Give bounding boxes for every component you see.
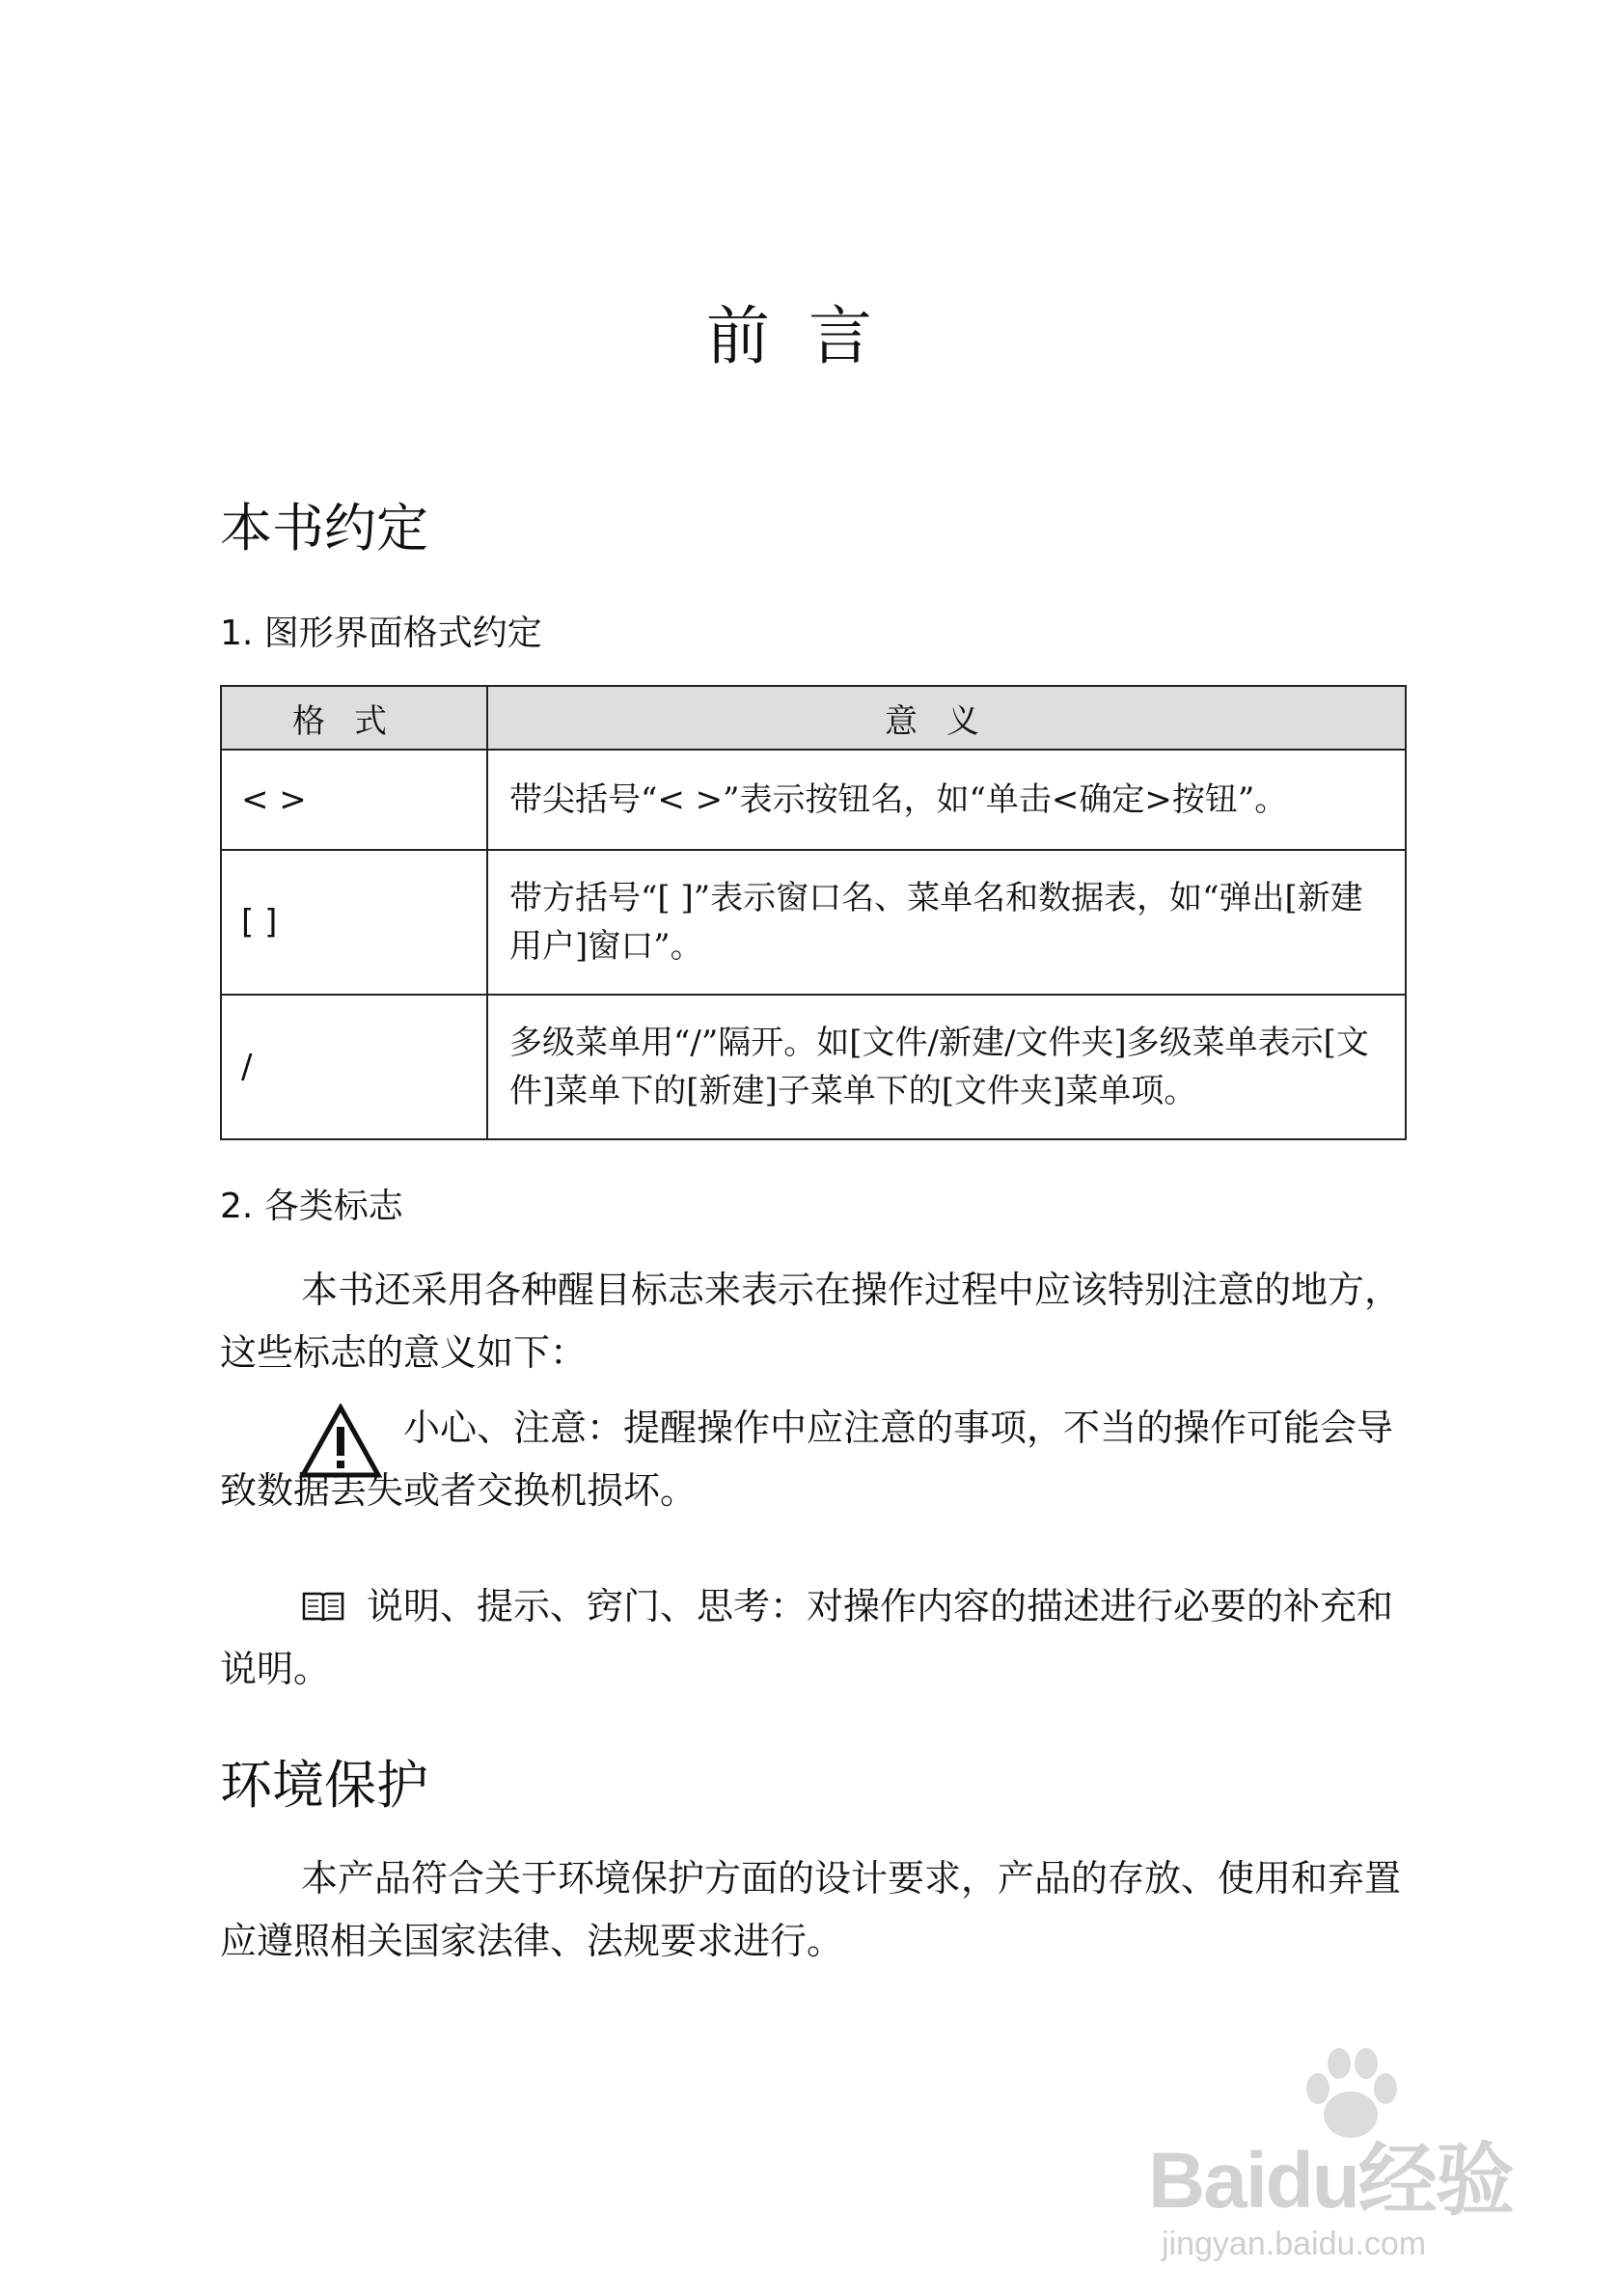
section-heading-environment: 环境保护 [220,1755,428,1816]
table-cell-meaning: 带尖括号“< >”表示按钮名，如“单击<确定>按钮”。 [487,750,1406,850]
caution-text: 提醒操作中应注意的事项，不当的操作可能会导致数据丢失或者交换机损坏。 [220,1407,1394,1512]
caution-label: 小心、注意： [403,1407,624,1449]
format-conventions-table [220,685,1407,1140]
table-row [221,750,1406,850]
info-text: 对操作内容的描述进行必要的补充和说明。 [220,1585,1394,1690]
subheading-gui-format: 1. 图形界面格式约定 [220,614,542,653]
section-heading-conventions: 本书约定 [220,498,428,559]
table-cell-meaning: 带方括号“[ ]”表示窗口名、菜单名和数据表，如“弹出[新建用户]窗口”。 [487,850,1406,995]
table-row [221,995,1406,1139]
info-label: 说明、提示、窍门、思考： [367,1585,808,1627]
table-header-meaning: 意义 [487,686,1406,750]
baidu-watermark [1148,2118,1534,2272]
table-cell-format: [ ] [221,850,487,995]
page-title: 前言 [706,299,911,373]
table-cell-format: < > [221,750,487,850]
environment-paragraph: 本产品符合关于环境保护方面的设计要求，产品的存放、使用和弃置应遵照相关国家法律、法规要求进行。 [220,1857,1402,1962]
table-cell-meaning: 多级菜单用“/”隔开。如[文件/新建/文件夹]多级菜单表示[文件]菜单下的[新建]子菜单下的[文件夹]菜单项。 [487,995,1406,1139]
info-note [220,1575,1407,1701]
table-cell-format: / [221,995,487,1139]
watermark-url: jingyan.baidu.com [1162,2226,1427,2262]
table-row [221,850,1406,995]
watermark-logo: Baidu经验 [1148,2137,1513,2225]
table-header-format: 格式 [221,686,487,750]
caution-note [220,1397,1407,1522]
signs-intro-paragraph: 本书还采用各种醒目标志来表示在操作过程中应该特别注意的地方，这些标志的意义如下： [220,1269,1402,1374]
subheading-signs: 2. 各类标志 [220,1187,403,1226]
